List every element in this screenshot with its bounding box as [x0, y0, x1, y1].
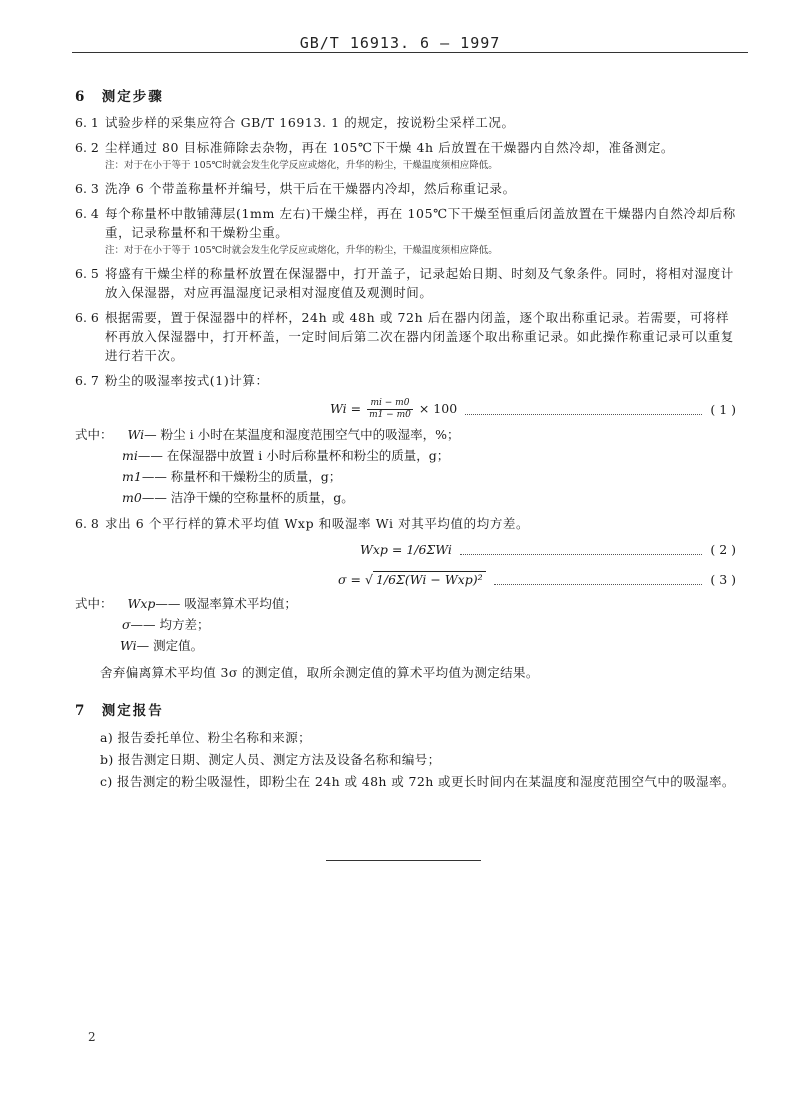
formula-2-leader	[460, 544, 702, 555]
variable-symbol: m0	[122, 490, 142, 505]
variable-symbol: mi	[122, 448, 138, 463]
clause-number: 6. 6	[75, 310, 99, 325]
clause-6-4	[75, 204, 740, 242]
where-line	[75, 614, 740, 635]
clause-text: 将盛有干燥尘样的称量杯放置在保湿器中，打开盖子，记录起始日期、时刻及气象条件。同时，将相对湿度计放入保湿器，对应再温湿度记录相对湿度值及观测时间。	[105, 266, 734, 300]
clause-text: 粉尘的吸湿率按式(1)计算：	[105, 373, 269, 388]
where-line	[75, 635, 740, 656]
clause-number: 6. 2	[75, 140, 99, 155]
variable-description: —— 均方差；	[130, 617, 210, 632]
formula-1	[75, 394, 740, 424]
where-line	[75, 593, 740, 614]
clause-number: 6. 7	[75, 373, 99, 388]
variable-symbol: σ	[122, 617, 131, 632]
where-block-1	[75, 424, 740, 508]
formula-3-expression	[338, 571, 486, 587]
variable-symbol: Wi	[120, 638, 137, 653]
clause-6-8	[75, 514, 740, 533]
where-line	[75, 487, 740, 508]
section-7-heading	[75, 699, 740, 719]
formula-3-lhs: σ =	[338, 572, 361, 587]
end-of-document-rule	[326, 860, 481, 861]
clause-6-1	[75, 113, 740, 132]
formula-3-leader	[494, 574, 703, 585]
section-6-number: 6	[75, 89, 85, 105]
where-lead: 式中：	[75, 427, 113, 442]
clause-text: 每个称量杯中散铺薄层(1mm 左右)干燥尘样，再在 105℃下干燥至恒重后闭盖放置在干燥器内自然冷却后称重，记录称量杯和干燥粉尘重。	[105, 206, 736, 240]
where-block-2	[75, 593, 740, 656]
clause-number: 6. 8	[75, 516, 99, 531]
clause-number: 6. 4	[75, 206, 99, 221]
report-item-b: b) 报告测定日期、测定人员、测定方法及设备名称和编号；	[100, 752, 441, 767]
where-line	[75, 445, 740, 466]
clause-text: 根据需要，置于保湿器中的样杯，24h 或 48h 或 72h 后在器内闭盖，逐个取出称重记录。若需要，可将样杯再放入保湿器中，打开杯盖，一定时间后第二次在器内闭盖逐个取出称重记录。如此操作称重记录可以重复进行若干次。	[105, 310, 734, 363]
formula-1-lhs: Wi =	[330, 400, 362, 416]
formula-2	[75, 537, 740, 561]
formula-1-rhs: × 100	[418, 400, 458, 416]
section-7-number: 7	[75, 703, 85, 719]
formula-1-fraction	[367, 398, 413, 421]
variable-description: — 测定值。	[136, 638, 204, 653]
formula-3	[75, 565, 740, 593]
clause-number: 6. 1	[75, 115, 99, 130]
where-line	[75, 424, 740, 445]
report-item-a: a) 报告委托单位、粉尘名称和来源；	[100, 730, 312, 745]
note-drying-temperature-2: 注：对于在小于等于 105℃时就会发生化学反应或熔化，升华的粉尘，干燥温度须相应降低。	[105, 245, 498, 256]
page-number: 2	[88, 1030, 96, 1044]
clause-number: 6. 5	[75, 266, 99, 281]
clause-text: 求出 6 个平行样的算术平均值 Wxp 和吸湿率 Wi 对其平均值的均方差。	[105, 516, 530, 531]
note-drying-temperature-1: 注：对于在小于等于 105℃时就会发生化学反应或熔化，升华的粉尘，干燥温度须相应降低。	[105, 160, 498, 171]
variable-symbol: Wi	[127, 427, 145, 442]
document-body	[75, 75, 740, 792]
closing-statement: 舍弃偏离算术平均值 3σ 的测定值，取所余测定值的算术平均值为测定结果。	[100, 665, 539, 680]
variable-description: —— 在保湿器中放置 i 小时后称量杯和粉尘的质量，g；	[137, 448, 450, 463]
page-header-standard-number: GB/T 16913. 6 — 1997	[299, 34, 501, 52]
section-6-title: 测定步骤	[101, 89, 164, 105]
clause-6-5	[75, 264, 740, 302]
formula-1-denominator: m1 − m0	[369, 409, 411, 420]
section-6-heading	[75, 85, 740, 105]
variable-symbol: m1	[122, 469, 142, 484]
variable-symbol: Wxp	[127, 596, 156, 611]
clause-text: 试验步样的采集应符合 GB/T 16913. 1 的规定，按说粉尘采样工况。	[105, 115, 515, 130]
where-lead: 式中：	[75, 596, 113, 611]
formula-1-leader	[465, 404, 702, 415]
clause-text: 洗净 6 个带盖称量杯并编号，烘干后在干燥器内冷却，然后称重记录。	[105, 181, 516, 196]
variable-description: —— 吸湿率算术平均值；	[155, 596, 297, 611]
report-item-c: c) 报告测定的粉尘吸湿性，即粉尘在 24h 或 48h 或 72h 或更长时间内在某温度和湿度范围空气中的吸湿率。	[100, 774, 735, 789]
variable-description: — 粉尘 i 小时在某温度和湿度范围空气中的吸湿率，%；	[144, 427, 460, 442]
clause-6-7	[75, 371, 740, 390]
formula-3-number: ( 3 )	[710, 571, 736, 587]
header-rule	[72, 52, 748, 53]
variable-description: —— 洁净干燥的空称量杯的质量，g。	[141, 490, 354, 505]
sqrt-sign: √	[364, 572, 373, 587]
section-7-title: 测定报告	[101, 703, 164, 719]
clause-text: 尘样通过 80 目标准筛除去杂物，再在 105℃下干燥 4h 后放置在干燥器内自然冷却，准备测定。	[105, 140, 675, 155]
clause-number: 6. 3	[75, 181, 99, 196]
formula-2-expression: Wxp = 1/6ΣWi	[360, 541, 452, 557]
clause-6-3	[75, 179, 740, 198]
formula-1-expression	[330, 398, 457, 421]
formula-2-number: ( 2 )	[710, 541, 736, 557]
where-line	[75, 466, 740, 487]
clause-6-2	[75, 138, 740, 157]
formula-3-radicand: 1/6Σ(Wi − Wxp)²	[373, 571, 486, 587]
formula-1-numerator: mi − m0	[367, 398, 413, 410]
clause-6-6	[75, 308, 740, 365]
formula-1-number: ( 1 )	[710, 401, 736, 417]
variable-description: —— 称量杯和干燥粉尘的质量，g；	[141, 469, 342, 484]
